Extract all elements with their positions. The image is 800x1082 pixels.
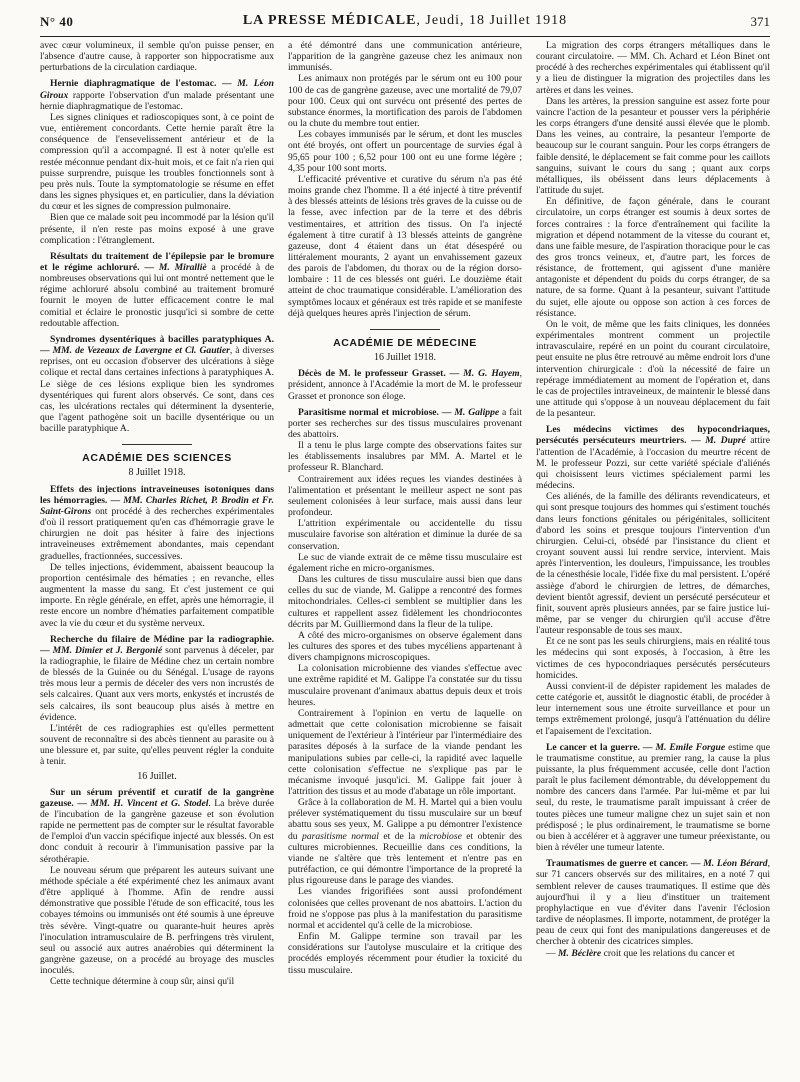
- text-run: et obtenir des cultures microbiennes. Recueillie dans ces conditions, la viande ne s'altère que très lentement et n'entre pas en putréfaction, ce qui démontre l'importance de la propreté la plus rigoureuse dans le parage des viandes.: [288, 830, 522, 887]
- article-title: Hernie diaphragmatique de l'estomac. —: [50, 78, 232, 90]
- article-author: M. Galippe: [454, 406, 500, 418]
- italic-term: parasitisme normal: [302, 830, 379, 842]
- page-number: 371: [750, 14, 770, 29]
- column-2: [288, 40, 522, 1076]
- article-author: M. Léon Giroux: [40, 78, 274, 101]
- paragraph: Les cobayes immunisés par le sérum, et dont les muscles ont été broyés, ont offert un pourcentage de survies égal à 95,65 pour 100 ; 6,52 pour 100 ont eu une forme légère ; 4,35 pour 100 sont morts.: [288, 129, 522, 174]
- article-text: croit que les relations du cancer et: [601, 947, 735, 959]
- article-title: Résultats du traitement de l'épilepsie par le bromure et le régime achloruré. —: [40, 250, 274, 273]
- article-text: a procédé à de nombreuses observations qui lui ont montré nettement que le régime achloruré absolu combiné au traitement bromuré fournit le moyen de lutter efficacement contre le mal comitial et éclaire le pronostic jusqu'ici si sombre de cette redoutable affection.: [40, 261, 274, 329]
- text-run: Grâce à la collaboration de M. H. Martel qui a bien voulu prélever systématiquement du tissu musculaire sur un bœuf abattu sous ses yeux, M. Galippe a pu démontrer l'existence du: [288, 797, 522, 842]
- article-title: Le cancer et la guerre. —: [546, 741, 653, 753]
- article-text: . La brève durée de l'incubation de la gangrène gazeuse et son évolution rapide ne permettent pas de compter sur le résultat favorable de l'emploi d'un vaccin spécifique injecté aux blessés. On est donc conduit à recourir à l'immunisation passive par la sérothérapie.: [40, 797, 274, 865]
- article-cancer-guerre: [536, 742, 770, 854]
- header-rule: [40, 36, 770, 37]
- section-rule: [122, 444, 192, 445]
- paragraph: Enfin M. Galippe termine son travail par les considérations sur l'autolyse musculaire et la critique des procédés employés récemment pour étudier la toxicité du tissu musculaire.: [288, 931, 522, 976]
- article-author: MM. de Vezeaux de Lavergne et Cl. Gautier: [52, 345, 230, 357]
- article-title: Recherche du filaire de Médine par la radiographie. —: [40, 633, 274, 656]
- article-text: sont parvenus à déceler, par la radiographie, le filaire de Médine chez un certain nombre de blessés de la Guinée ou du Sénégal. L'usage de rayons très mous leur a permis de déceler des vers non incrustés de sels calcaires. Quant aux vers morts, enkystés et incrustés de sels calcaires, ils sont beaucoup plus aisés à mettre en évidence.: [40, 644, 274, 723]
- article-text: a fait porter ses recherches sur des tissus musculaires provenant des abattoirs.: [288, 406, 522, 440]
- paragraph: L'intérêt de ces radiographies est qu'elles permettent souvent de reconnaître si des abcès tiennent au parasite ou à une blessure et, par suite, qu'elles peuvent régler la conduite à tenir.: [40, 722, 274, 768]
- article-text: rapporte l'observation d'un malade présentant une hernie diaphragmatique de l'estomac.: [40, 89, 274, 112]
- article-author: MM. Dimier et J. Bergonié: [52, 644, 163, 656]
- paragraph: Aussi convient-il de dépister rapidement les malades de cette catégorie et, aussitôt le diagnostic établi, de procéder à leur internement sous une étroite surveillance et pour un temps extrêmement prolongé, jusqu'à l'atténuation du délire et l'apaisement de l'excitation.: [536, 680, 770, 737]
- paragraph: Cette technique détermine à coup sûr, ainsi qu'il: [50, 976, 235, 988]
- article-medecins-victimes: [536, 424, 770, 736]
- paragraph: On le voit, de même que les faits cliniques, les données expérimentales montrent comment un projectile intravasculaire, repéré en un point du courant circulatoire, peut ensuite ne plus être retrouvé au même endroit lors d'une intervention chirurgicale : d'où la nécessité de faire un repérage immédiatement au moment de l'opération et, dans le cas de projectiles intraveineux, de maintenir le blessé dans une attitude qui s'oppose à un nouveau déplacement du fait de la pesanteur.: [536, 318, 770, 420]
- article-grasset: [288, 368, 522, 401]
- article-dysenterie: [40, 334, 274, 434]
- article-title: Sur un sérum préventif et curatif de la gangrène gazeuse. —: [40, 786, 274, 809]
- paragraph: Contrairement à l'opinion en vertu de laquelle on admettait que cette colonisation microbienne se faisait uniquement de l'extérieur à l'intérieur par l'intermédiaire des parasites déposés à la surface de la viande pendant les manipulations subies par celle-ci, la rapidité avec laquelle cette colonisation s'effectue ne s'explique pas par le mécanisme invoqué jusqu'ici. M. Galippe fait jouer à l'attrition des tissus et au mode d'abatage un rôle important.: [288, 707, 522, 797]
- paragraph: L'efficacité préventive et curative du sérum n'a pas été moins grande chez l'homme. Il a été injecté à titre préventif à des blessés atteints de lésions très graves de la cuisse ou de la fesse, avec infection par de la terre et des débris vestimentaires, et attrition des tissus. On l'a injecté également à titre curatif à 13 blessés atteints de gangrène gazeuse, dont 4 étaient dans un état désespéré ou littéralement mourants, 2 ayant un envahissement gazeux des parois de l'abdomen, du thorax ou de la région dorso-lombaire : 11 de ces blessés ont guéri. Le douzième était atteint de choc traumatique considérable. L'amélioration des symptômes locaux et généraux est très rapide et se manifeste déjà quelques heures après l'injection de sérum.: [288, 173, 522, 319]
- article-title: Parasitisme normal et microbiose. —: [298, 406, 452, 418]
- article-author: M. Béclère: [558, 947, 602, 959]
- journal-title: [40, 13, 770, 29]
- article-text: , sur 71 cancers observés sur des militaires, en a noté 7 qui semblent relever de causes traumatiques. Il estime que dès aujourd'hui il y a lieu d'instituer un traitement prophylactique en vue d'éviter dans l'avenir l'éclosion tardive de néoplasmes. Il importe, notamment, de protéger la peau de ceux qui font des manipulations dangereuses et de chercher à obtenir des cicatrices simples.: [536, 858, 770, 948]
- paragraph: Le nouveau sérum que préparent les auteurs suivant une méthode spéciale a été expérimenté chez les animaux avant d'être appliqué à l'homme. Afin de rendre aussi démonstrative que possible l'étude de son efficacité, tous les cobayes témoins ou immunisés ont été soumis à une épreuve très sévère. Vingt-quatre ou quarante-huit heures après l'inoculation intramusculaire de B. perfringens très virulent, seul ou associé aux autres anaérobies qui déterminent la gangrène gazeuse, on a procédé au broyage des muscles inoculés.: [40, 864, 274, 977]
- article-text: attire l'attention de l'Académie, à l'occasion du meurtre récent de M. le professeur Pozzi, sur cette variété spéciale d'aliénés qui choisissent leurs victimes spécialement parmi les médecins.: [536, 435, 770, 492]
- article-author: MM. Charles Richet, P. Brodin et Fr. Saint-Girons: [40, 494, 274, 517]
- paragraph: Les viandes frigorifiées sont aussi profondément colonisées que celles provenant de nos abattoirs. L'action du froid ne s'oppose pas plus à la manifestation du parasitisme normal et accidentel qu'à celle de la microbiose.: [288, 886, 522, 931]
- article-text: , à diverses reprises, ont eu occasion d'observer des ulcérations à siège colique et rectal dans certaines infections à paratyphiques A. Le siège de ces lésions explique bien les syndromes dysentériques qui furent alors observés. Ce sont, dans ces cas, les ulcérations rectales qui déterminent la dysenterie, que l'agent pathogène soit un bacille dysentérique ou un bacille paratyphique A.: [40, 345, 274, 435]
- article-epilepsie: [40, 251, 274, 329]
- paragraph: Ces aliénés, de la famille des délirants revendicateurs, et qui sont presque toujours des hommes qui s'estiment touchés dans leurs fonctions génitales ou périgénitales, sollicitent d'abord les soins et presque toujours l'intervention d'un chirurgien. Celui-ci, obsédé par l'insistance du client et croyant souvent aussi lui rendre service, intervient. Mais après l'intervention, les douleurs, l'impuissance, les troubles de la cénesthésie locale, l'idée fixe du mal persistent. L'opéré assiège d'abord le chirurgien de lettres, de démarches, devient bientôt agressif, devient un persécuté persécuteur et finit, souvent après plusieurs années, par se faire justice lui-même, par se venger du chirurgien qu'il accuse d'être l'auteur responsable de tous ses maux.: [536, 491, 770, 637]
- session-date: 8 Juillet 1918.: [128, 467, 186, 479]
- column-1: [40, 40, 274, 1076]
- section-rule: [370, 329, 440, 330]
- paragraph: La colonisation microbienne des viandes s'effectue avec une extrême rapidité et M. Galippe l'a constatée sur du tissu musculaire provenant d'animaux abattus depuis deux et trois heures.: [288, 663, 522, 708]
- paragraph: Les signes cliniques et radioscopiques sont, à ce point de vue, entièrement concordants. Cette hernie paraît être la conséquence de l'ensevelissement antérieur et de la compression qu'il a accompagné. Il est à noter qu'elle est restée méconnue pendant dix-huit mois, et ce fait n'a rien qui puisse surprendre, puisque les troubles fonctionnels sont à peu près nuls. Toute la symptomatologie se résume en effet dans les signes physiques et, en particulier, dans la déviation du cœur et les signes de compression pulmonaire.: [40, 111, 274, 213]
- article-title: Effets des injections intraveineuses isotoniques dans les hémorragies. —: [40, 483, 274, 506]
- article-traumatismes: Traumatismes de guerre et cancer. — M. Léon Bérard, sur 71 cancers observés sur des militaires, en a noté 7 qui semblent relever de causes traumatiques. Il estime que dès aujourd'hui il y a lieu d'instituer un traitement prophylactique en vue d'éviter dans l'avenir l'éclosion tardive de néoplasmes. Il importe, notamment, de protéger la peau de ceux qui font des manipulations dangereuses et de chercher à obtenir des cicatrices simples. — M. Béclère croit que les relations du cancer et: [536, 858, 770, 959]
- paragraph: Et ce ne sont pas les seuls chirurgiens, mais en réalité tous les médecins qui sont exposés, à l'occasion, à être les victimes de ces hypocondriaques persécutés persécuteurs homicides.: [536, 636, 770, 681]
- paragraph: Dans les artères, la pression sanguine est assez forte pour vaincre l'action de la pesanteur et pousser vers la périphérie les corps étrangers d'une densité aussi élevée que le plomb. Dans les veines, au contraire, la pesanteur l'emporte de beaucoup sur le courant sanguin. Pour les corps étrangers de faible densité, le déplacement se fait comme pour les caillots sanguins, suivant le cours du sang ; quant aux corps métalliques, ils obéissent dans leurs déplacements à l'attitude du sujet.: [536, 95, 770, 197]
- session-date: 16 Juillet.: [137, 770, 177, 782]
- article-filaire: [40, 634, 274, 768]
- article-title: Traumatismes de guerre et cancer. —: [546, 858, 701, 870]
- paragraph: a été démontré dans une communication antérieure, l'apparition de la gangrène gazeuse chez les animaux non immunisés.: [288, 40, 522, 74]
- article-migration: [536, 40, 770, 419]
- article-text: ont procédé à des recherches expérimentales qui établissent qu'il y a lieu de distinguer la migration des projectiles dans les artères et dans les veines.: [536, 51, 770, 96]
- text-run: et de la: [378, 830, 420, 842]
- paragraph: Il a tenu le plus large compte des observations faites sur les établissements insalubres par MM. A. Martel et le professeur R. Blanchard.: [288, 440, 522, 474]
- article-text: ont procédé à des recherches expérimentales d'où il ressort pratiquement qu'en cas d'hémorragie grave le chirurgien ne doit pas hésiter à faire des injections intraveineuses extrêmement abondantes, mais cependant graduelles, fractionnées, successives.: [40, 505, 274, 562]
- article-parasitisme: [288, 407, 522, 976]
- article-author: M. G. Hayem: [463, 368, 520, 380]
- paragraph: De telles injections, évidemment, abaissent beaucoup la proportion centésimale des hématies ; en revanche, elles augmentent la masse du sang. Et c'est justement ce qui importe. En règle générale, en effet, après une hémorragie, il reste encore un nombre d'hématies parfaitement compatible avec la vie du cœur et du système nerveux.: [40, 561, 274, 629]
- article-injections: [40, 484, 274, 629]
- article-author: M. Dupré: [705, 435, 746, 447]
- paragraph: Dans les cultures de tissu musculaire aussi bien que dans celles du suc de viande, M. Galippe a rencontré des formes mitochondriales. Celles-ci semblent se multiplier dans les cultures et rappellent assez fidèlement les chondriocontes décrits par M. Guilliermond dans la fleur de la tulipe.: [288, 574, 522, 630]
- issue-date: , Jeudi, 18 Juillet 1918: [416, 13, 568, 28]
- section-heading: ACADÉMIE DE MÉDECINE: [333, 336, 477, 349]
- text-columns: [40, 40, 770, 1076]
- paragraph: A côté des micro-organismes on observe également dans les cultures des spores et des tubes mycéliens appartenant à divers champignons microscopiques.: [288, 629, 522, 664]
- article-author: M. Léon Bérard: [703, 858, 768, 870]
- article-author: M. Miralliè: [158, 261, 207, 273]
- paragraph: L'attrition expérimentale ou accidentelle du tissu musculaire favorise son altération et diminue la durée de sa conservation.: [288, 518, 522, 552]
- session-date: 16 Juillet 1918.: [374, 352, 436, 364]
- article-text: estime que le traumatisme constitue, au premier rang, la cause la plus puissante, la plus fréquemment accusée, celle dont l'action paraît le plus facilement démontrable, du développement du nombre des cancers dans l'armée. Par lui-même et par lui seul, du reste, le traumatisme paraît impuissant à créer de toutes pièces une tumeur maligne chez un sujet sain et non prédisposé ; le plus ordinairement, le traumatisme se borne ou bien à accélérer et à aggraver une tumeur préexistante, ou bien à révéler une tumeur latente.: [536, 741, 770, 854]
- section-heading: ACADÉMIE DES SCIENCES: [82, 452, 232, 465]
- article-author: MM. H. Vincent et G. Stodel: [90, 797, 209, 809]
- paragraph: Les animaux non protégés par le sérum ont eu 100 pour 100 de cas de gangrène gazeuse, avec une mortalité de 79,07 pour 100. Ceux qui ont survécu ont présenté des pertes de substance énormes, la mortification des parois de l'abdomen ou la chute du membre tout entier.: [288, 73, 522, 130]
- article-text: , président, annonce à l'Académie la mort de M. le professeur Grasset et prononce son éloge.: [288, 368, 522, 402]
- article-hernie: [40, 78, 274, 245]
- article-title: La migration des corps étrangers métalliques dans le courant circulatoire. —: [536, 40, 770, 63]
- article-author: MM. Ch. Achard et Léon Binet: [630, 51, 755, 63]
- article-title: Syndromes dysentériques à bacilles paratyphiques A. —: [40, 333, 274, 357]
- article-serum: [40, 787, 274, 988]
- paragraph: avec cœur volumineux, il semble qu'on puisse penser, en l'absence d'autre cause, à rapporter son hippocratisme aux perturbations de la circulation cardiaque.: [40, 40, 274, 74]
- italic-term: microbiose: [419, 830, 462, 842]
- running-header: [40, 12, 770, 38]
- article-author: M. Emile Forgue: [655, 741, 726, 753]
- paragraph: Contrairement aux idées reçues les viandes destinées à l'alimentation et présentant le meilleur aspect ne sont pas seulement colonisées à leur surface, mais aussi dans leur profondeur.: [288, 473, 522, 519]
- journal-name: LA PRESSE MÉDICALE: [242, 13, 417, 28]
- paragraph: En définitive, de façon générale, dans le courant circulatoire, un corps étranger est soumis à deux sortes de forces contraires : la force d'entraînement qui facilite la migration et dépend notamment de la vitesse du courant et, dans une faible mesure, de l'aspiration thoracique pour le cas des gros troncs veineux, et, d'autre part, les forces de résistance, de frottement, qui agissent d'une manière antagoniste et dépendent du poids du corps étranger, de sa nature, de sa forme. Quant à la pesanteur, suivant l'attitude du sujet, elle ajoute ou oppose son action à ces forces de résistance.: [536, 196, 770, 319]
- article-title: Décès de M. le professeur Grasset. —: [298, 368, 460, 380]
- column-3: [536, 40, 770, 1076]
- issue-number: N° 40: [40, 14, 74, 29]
- paragraph: Le suc de viande extrait de ce même tissu musculaire est également riche en micro-organismes.: [288, 551, 522, 574]
- paragraph: Bien que ce malade soit peu incommodé par la lésion qu'il présente, il n'en reste pas moins exposé à une grave complication : l'étranglement.: [40, 212, 274, 246]
- article-title: Les médecins victimes des hypocondriaques, persécutés persécuteurs meurtriers. —: [536, 424, 770, 447]
- paragraph: [288, 797, 522, 886]
